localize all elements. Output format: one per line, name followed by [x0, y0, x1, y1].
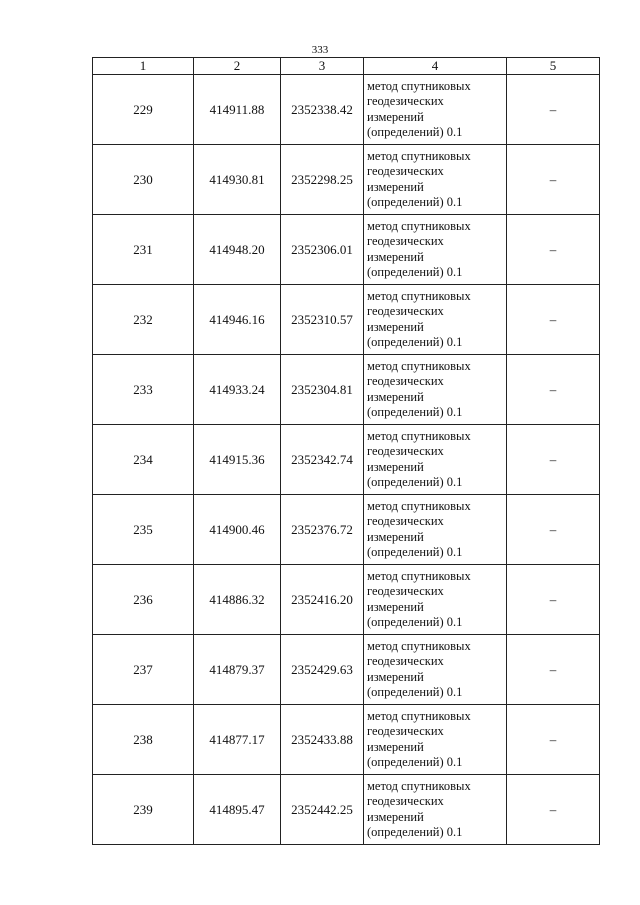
method-line: геодезических: [367, 94, 444, 108]
coordinate-y: 2352298.25: [281, 145, 364, 215]
method-line: (определений) 0.1: [367, 405, 463, 419]
coordinate-x: 414886.32: [194, 565, 281, 635]
coordinate-y: 2352442.25: [281, 775, 364, 845]
table-row: [93, 565, 600, 635]
dash-mark: –: [549, 661, 557, 677]
method-line: (определений) 0.1: [367, 335, 463, 349]
method-line: (определений) 0.1: [367, 685, 463, 699]
table-row: [93, 285, 600, 355]
coordinate-y: 2352416.20: [281, 565, 364, 635]
method-line: метод спутниковых: [367, 778, 471, 793]
coordinate-x: 414879.37: [194, 635, 281, 705]
method-line: (определений) 0.1: [367, 475, 463, 489]
method-cell: [364, 495, 507, 565]
note-cell: [507, 495, 600, 565]
point-number: 236: [93, 565, 194, 635]
method-line: измерений: [367, 529, 424, 544]
note-cell: [507, 285, 600, 355]
table-row: [93, 775, 600, 845]
table-row: [93, 355, 600, 425]
header-col-5: 5: [507, 58, 600, 75]
method-line: геодезических: [367, 794, 444, 808]
point-number: 238: [93, 705, 194, 775]
dash-mark: –: [549, 241, 557, 257]
method-line: измерений: [367, 109, 424, 124]
dash-mark: –: [549, 521, 557, 537]
header-col-1: 1: [93, 58, 194, 75]
method-line: метод спутниковых: [367, 498, 471, 513]
method-line: измерений: [367, 739, 424, 754]
point-number: 239: [93, 775, 194, 845]
header-col-2: 2: [194, 58, 281, 75]
coordinate-y: 2352376.72: [281, 495, 364, 565]
table-row: [93, 145, 600, 215]
point-number: 234: [93, 425, 194, 495]
coordinate-y: 2352304.81: [281, 355, 364, 425]
method-cell: [364, 565, 507, 635]
method-cell: [364, 775, 507, 845]
note-cell: [507, 775, 600, 845]
method-line: геодезических: [367, 444, 444, 458]
method-cell: [364, 145, 507, 215]
method-line: измерений: [367, 249, 424, 264]
method-line: метод спутниковых: [367, 148, 471, 163]
coordinate-y: 2352310.57: [281, 285, 364, 355]
dash-mark: –: [549, 731, 557, 747]
point-number: 237: [93, 635, 194, 705]
note-cell: [507, 75, 600, 145]
note-cell: [507, 565, 600, 635]
dash-mark: –: [549, 171, 557, 187]
method-line: метод спутниковых: [367, 288, 471, 303]
method-line: (определений) 0.1: [367, 265, 463, 279]
method-line: геодезических: [367, 374, 444, 388]
dash-mark: –: [549, 381, 557, 397]
dash-mark: –: [549, 101, 557, 117]
method-cell: [364, 635, 507, 705]
coordinate-x: 414895.47: [194, 775, 281, 845]
note-cell: [507, 425, 600, 495]
table-row: [93, 495, 600, 565]
point-number: 231: [93, 215, 194, 285]
method-line: метод спутниковых: [367, 428, 471, 443]
header-col-4: 4: [364, 58, 507, 75]
method-line: геодезических: [367, 514, 444, 528]
table-row: [93, 215, 600, 285]
method-line: метод спутниковых: [367, 218, 471, 233]
note-cell: [507, 145, 600, 215]
dash-mark: –: [549, 311, 557, 327]
coordinates-table: [92, 57, 600, 845]
method-line: метод спутниковых: [367, 78, 471, 93]
table-row: [93, 425, 600, 495]
coordinate-x: 414930.81: [194, 145, 281, 215]
method-line: измерений: [367, 599, 424, 614]
dash-mark: –: [549, 591, 557, 607]
coordinate-x: 414933.24: [194, 355, 281, 425]
table-row: [93, 75, 600, 145]
method-line: геодезических: [367, 304, 444, 318]
coordinate-x: 414915.36: [194, 425, 281, 495]
point-number: 233: [93, 355, 194, 425]
method-line: геодезических: [367, 724, 444, 738]
note-cell: [507, 635, 600, 705]
point-number: 229: [93, 75, 194, 145]
note-cell: [507, 215, 600, 285]
coordinate-y: 2352433.88: [281, 705, 364, 775]
method-line: метод спутниковых: [367, 358, 471, 373]
method-line: измерений: [367, 669, 424, 684]
method-line: измерений: [367, 179, 424, 194]
method-line: измерений: [367, 809, 424, 824]
dash-mark: –: [549, 451, 557, 467]
coordinate-x: 414877.17: [194, 705, 281, 775]
method-line: геодезических: [367, 234, 444, 248]
method-line: геодезических: [367, 654, 444, 668]
method-line: измерений: [367, 459, 424, 474]
coordinate-y: 2352429.63: [281, 635, 364, 705]
method-line: метод спутниковых: [367, 638, 471, 653]
coordinate-x: 414911.88: [194, 75, 281, 145]
method-line: измерений: [367, 389, 424, 404]
method-cell: [364, 215, 507, 285]
method-cell: [364, 285, 507, 355]
page-number: 333: [311, 44, 329, 56]
method-line: геодезических: [367, 584, 444, 598]
point-number: 235: [93, 495, 194, 565]
note-cell: [507, 355, 600, 425]
dash-mark: –: [549, 801, 557, 817]
method-line: (определений) 0.1: [367, 195, 463, 209]
table-row: [93, 635, 600, 705]
header-col-3: 3: [281, 58, 364, 75]
method-line: метод спутниковых: [367, 708, 471, 723]
coordinate-x: 414946.16: [194, 285, 281, 355]
method-line: метод спутниковых: [367, 568, 471, 583]
method-cell: [364, 355, 507, 425]
table-header-row: [93, 58, 600, 75]
coordinate-x: 414948.20: [194, 215, 281, 285]
coordinate-y: 2352306.01: [281, 215, 364, 285]
method-cell: [364, 705, 507, 775]
method-line: (определений) 0.1: [367, 755, 463, 769]
method-cell: [364, 75, 507, 145]
method-cell: [364, 425, 507, 495]
note-cell: [507, 705, 600, 775]
method-line: геодезических: [367, 164, 444, 178]
method-line: (определений) 0.1: [367, 125, 463, 139]
coordinate-y: 2352338.42: [281, 75, 364, 145]
table-row: [93, 705, 600, 775]
coordinate-x: 414900.46: [194, 495, 281, 565]
method-line: измерений: [367, 319, 424, 334]
method-line: (определений) 0.1: [367, 545, 463, 559]
method-line: (определений) 0.1: [367, 615, 463, 629]
method-line: (определений) 0.1: [367, 825, 463, 839]
point-number: 232: [93, 285, 194, 355]
point-number: 230: [93, 145, 194, 215]
coordinate-y: 2352342.74: [281, 425, 364, 495]
